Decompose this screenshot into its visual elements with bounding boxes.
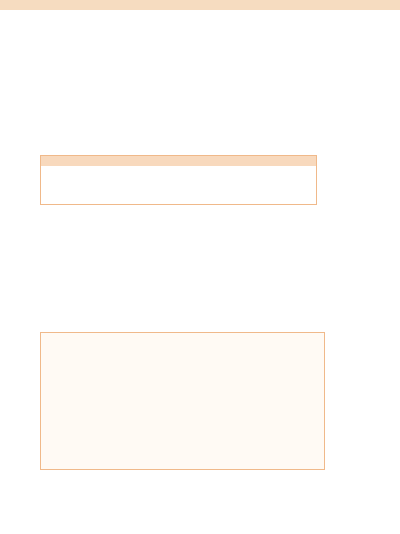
word-box [40, 155, 317, 205]
word-box-title [41, 156, 316, 166]
tasks-box [40, 332, 325, 470]
m4-heading [40, 140, 43, 149]
top-color-bar [0, 0, 400, 10]
m5-heading [40, 210, 43, 219]
